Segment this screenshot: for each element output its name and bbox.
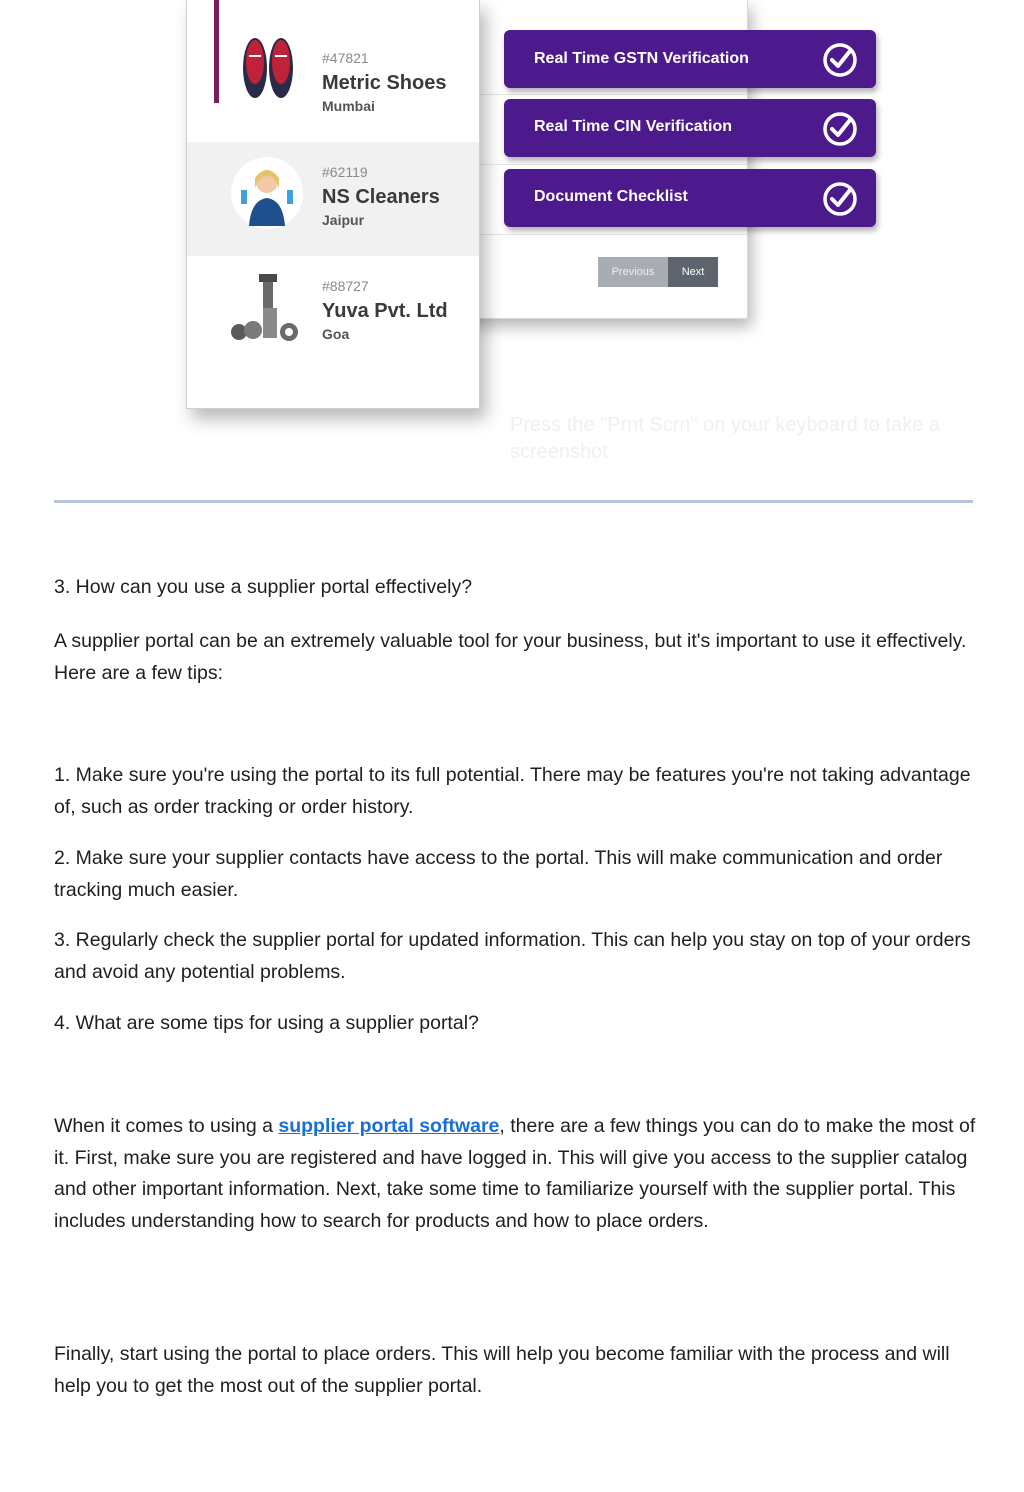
divider [481,94,747,95]
tip-paragraph: 1. Make sure you're using the portal to its full potential. There may be features you're not taking advantage of, such as order tracking or order history. [54,764,971,818]
section-heading: 3. How can you use a supplier portal effectively? [54,576,473,598]
next-button[interactable]: Next [668,257,718,287]
supplier-id: #47821 [322,50,369,66]
divider [481,164,747,165]
supplier-row[interactable] [187,28,479,142]
screenshot-caption: Press the "Prnt Scrn" on your keyboard to take a screenshot [510,414,940,463]
pagination [598,257,718,287]
supplier-name: Metric Shoes [322,72,447,94]
verification-label: Real Time GSTN Verification [534,50,749,67]
check-circle-icon [822,111,858,147]
cleaner-person-icon [227,154,307,232]
previous-button[interactable]: Previous [598,257,668,287]
portal-screenshot-figure [0,0,1024,500]
tip-paragraph: 3. Regularly check the supplier portal for updated information. This can help you stay on top of your orders and avoid any potential problems. [54,929,971,983]
supplier-city: Goa [322,326,350,342]
usage-text: When it comes to using a [54,1115,279,1137]
supplier-id: #88727 [322,278,369,294]
intro-paragraph: A supplier portal can be an extremely valuable tool for your business, but it's important to use it effectively. Here are a few tips: [54,630,967,684]
supplier-portal-software-link[interactable]: supplier portal software [278,1115,500,1137]
supplier-list-card [186,0,480,409]
supplier-name: Yuva Pvt. Ltd [322,300,448,322]
check-circle-icon [822,42,858,78]
supplier-row[interactable] [187,256,479,370]
tip-paragraph: 2. Make sure your supplier contacts have access to the portal. This will make communication and order tracking much easier. [54,847,943,901]
section-divider [54,500,973,503]
shoes-icon [227,30,307,108]
document-checklist-button[interactable] [504,169,876,227]
cin-verification-button[interactable] [504,99,876,157]
usage-text: , there are a few things you can do to make the most of it. First, make sure you are registered and have logged in. This will give you access to the supplier catalog and other important information. Next, take some time to familiarize yourself with the supplier portal. This includes understanding how to search for products and how to place orders. [54,1115,976,1232]
supplier-row[interactable] [187,142,479,256]
supplier-city: Jaipur [322,212,365,228]
supplier-city: Mumbai [322,98,375,114]
final-paragraph: Finally, start using the portal to place orders. This will help you become familiar with the process and will help you to get the most out of the supplier portal. [54,1343,950,1397]
selected-indicator [214,0,219,103]
supplier-name: NS Cleaners [322,186,440,208]
check-circle-icon [822,181,858,217]
divider [481,234,747,235]
bolts-icon [227,268,307,346]
usage-paragraph [54,1111,984,1237]
verification-label: Real Time CIN Verification [534,118,732,135]
supplier-id: #62119 [322,164,368,180]
tip-heading: 4. What are some tips for using a supplier portal? [54,1012,479,1034]
gstn-verification-button[interactable] [504,30,876,88]
verification-label: Document Checklist [534,188,688,205]
